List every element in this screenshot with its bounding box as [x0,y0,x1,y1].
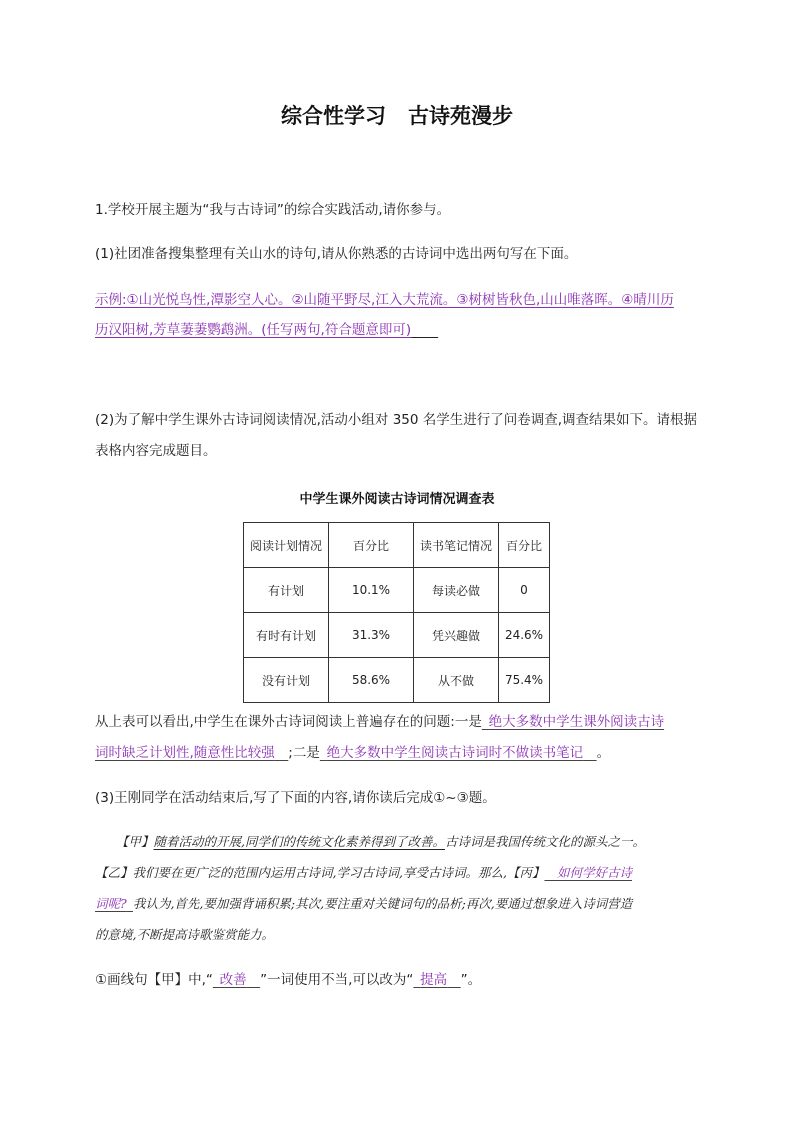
q1-2-result-line1 [95,712,715,732]
q1-2-question-line1: (2)为了解中学生课外古诗词阅读情况,活动小组对 350 名学生进行了问卷调查,调查结果如下。请根据 [95,412,698,428]
passage-line1-rest: 古诗词是我国传统文化的源头之一。 [445,834,646,849]
passage-yi-label: 【乙】 [95,865,133,880]
passage-line1 [116,832,716,852]
survey-table [243,522,550,703]
table-row [244,658,550,703]
passage-jia-label: 【甲】 [116,834,154,849]
page-title [0,100,794,130]
passage-bing-label: 【丙】 [506,865,545,880]
result-prefix: 从上表可以看出,中学生在课外古诗词阅读上普遍存在的问题:一是 [95,714,482,730]
passage-line2 [95,863,715,883]
table-header-row [244,523,550,568]
passage-jia-sentence: 随着活动的开展,同学们的传统文化素养得到了改善。 [153,834,445,849]
q1-3-question: (3)王刚同学在活动结束后,写了下面的内容,请你读后完成①~③题。 [95,790,496,806]
table-cell: 75.4% [499,658,550,703]
table-cell: 凭兴趣做 [414,613,499,658]
passage-bing-answer2: 词呢? [95,896,127,911]
sub1-prefix: ①画线句【甲】中,“ [95,972,213,988]
table-cell: 每读必做 [414,568,499,613]
table-cell: 31.3% [329,613,414,658]
sub1-answer1: 改善 [219,972,247,988]
q1-1-answer-line2: 历汉阳树,芳草萋萋鹦鹉洲。(任写两句,符合题意即可) [95,322,412,338]
table-cell: 从不做 [414,658,499,703]
sub1-end: ”。 [460,972,482,988]
result-answer1-part2: 词时缺乏计划性,随意性比较强 [95,745,275,761]
result-middle: ;二是 [288,745,320,761]
table-header-cell: 读书笔记情况 [414,523,499,568]
passage-line3 [95,894,715,914]
sub1-answer2: 提高 [420,972,448,988]
result-answer2: 绝大多数中学生阅读古诗词时不做读书笔记 [326,745,584,761]
table-title: 中学生课外阅读古诗词情况调查表 [299,492,495,507]
table-header-cell: 阅读计划情况 [244,523,329,568]
result-answer1-part1: 绝大多数中学生课外阅读古诗 [488,714,665,730]
passage-line3-rest: 我认为,首先,要加强背诵积累;其次,要注重对关键词句的品析;再次,要通过想象进入诗词营造 [132,896,633,911]
sub1-middle: ”一词使用不当,可以改为“ [260,972,414,988]
table-cell: 有时有计划 [244,613,329,658]
table-cell: 有计划 [244,568,329,613]
passage-bing-answer1: 如何学好古诗 [556,865,632,880]
q1-2-question-line2: 表格内容完成题目。 [95,443,217,459]
table-cell: 10.1% [329,568,414,613]
title-part2: 古诗苑漫步 [408,103,513,128]
table-header-cell: 百分比 [499,523,550,568]
q1-intro: 1.学校开展主题为“我与古诗词”的综合实践活动,请你参与。 [95,202,451,218]
q1-1-answer-line2-wrap [95,320,715,340]
sub-question-1 [95,970,715,990]
result-end: 。 [596,745,611,761]
q1-1-question: (1)社团准备搜集整理有关山水的诗句,请从你熟悉的古诗词中选出两句写在下面。 [95,246,578,262]
passage-line4: 的意境,不断提高诗歌鉴赏能力。 [95,927,274,942]
table-header-cell: 百分比 [329,523,414,568]
table-cell: 0 [499,568,550,613]
q1-1-answer-line1: 示例:①山光悦鸟性,潭影空人心。②山随平野尽,江入大荒流。③树树皆秋色,山山唯落晖。④晴川历 [95,292,674,308]
table-row [244,568,550,613]
q1-2-result-line2 [95,743,715,763]
table-row [244,613,550,658]
title-part1: 综合性学习 [281,103,386,128]
passage-yi-sentence: 我们要在更广泛的范围内运用古诗词,学习古诗词,享受古诗词。那么, [132,865,507,880]
table-cell: 24.6% [499,613,550,658]
table-cell: 58.6% [329,658,414,703]
table-cell: 没有计划 [244,658,329,703]
